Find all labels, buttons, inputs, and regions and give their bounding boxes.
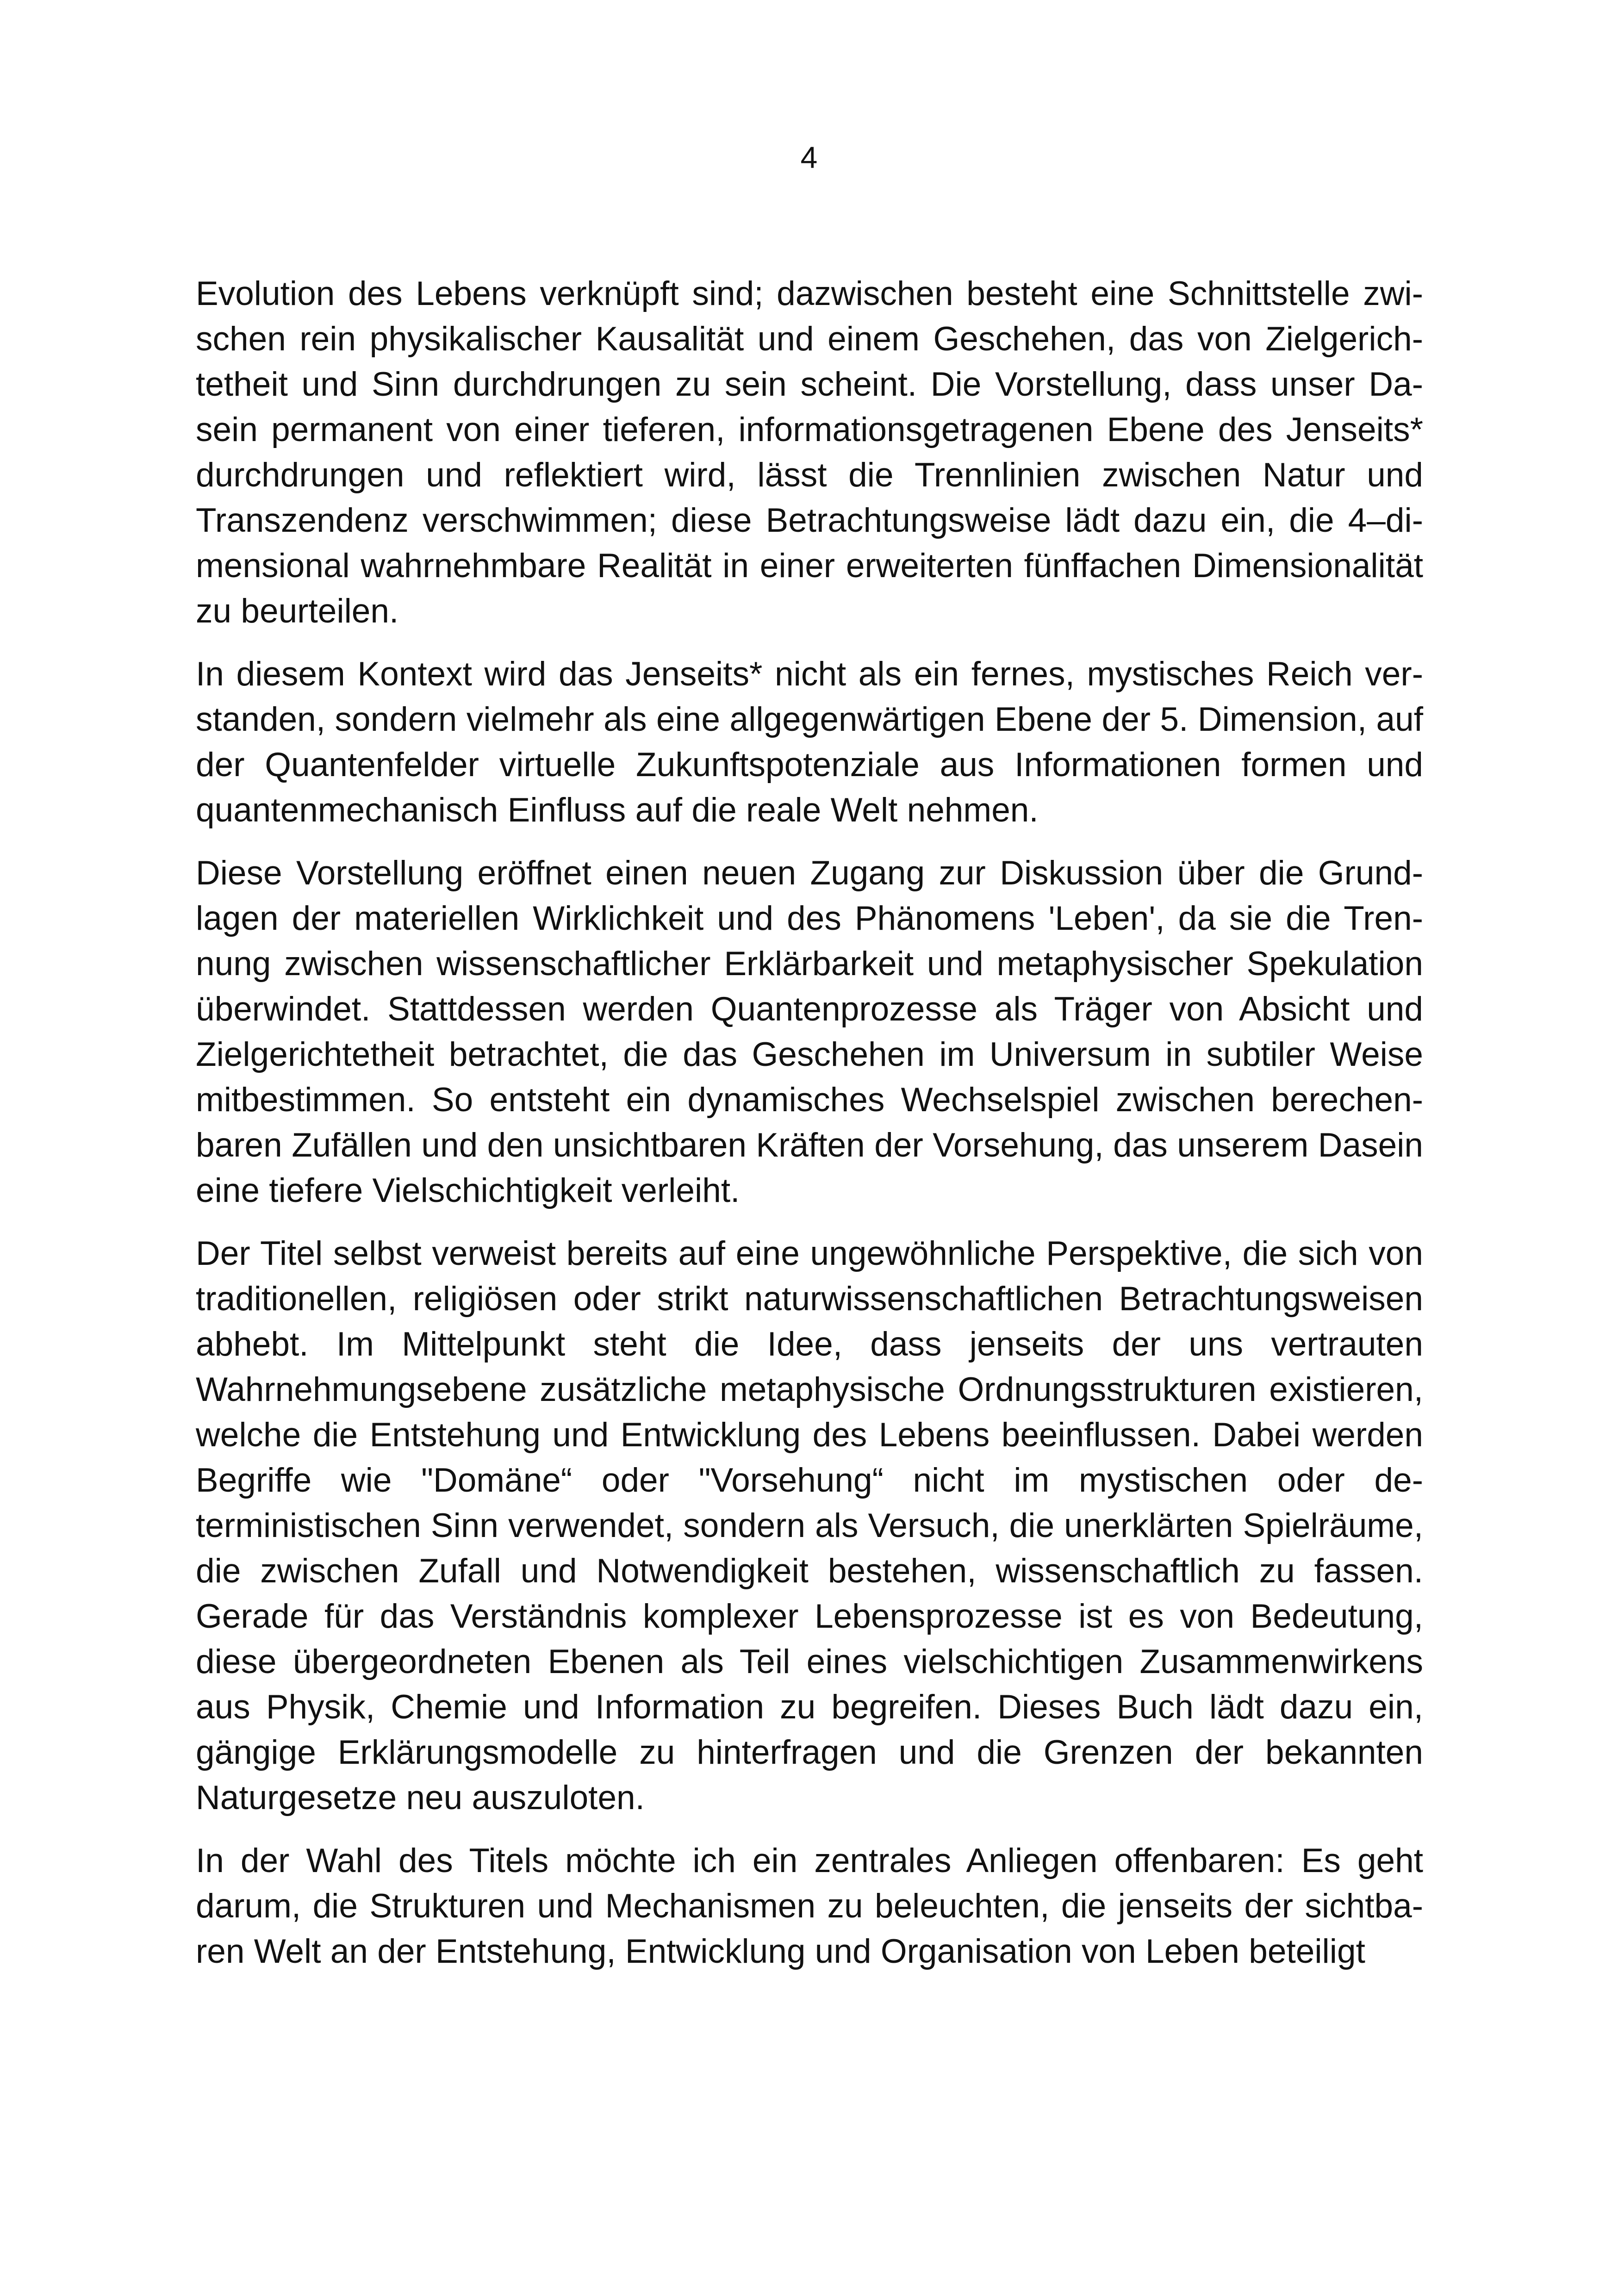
body-text — [196, 271, 1423, 1992]
paragraph: Evolution des Lebens verknüpft sind; dazwischen besteht eine Schnittstelle zwischen rein physikalischer Kausalität und einem Geschehen, das von Zielgerichtetheit und Sinn durchdrungen zu sein scheint. Die Vorstellung, dass unser Dasein permanent von einer tieferen, informationsgetragenen Ebene des Jenseits* durchdrungen und reflektiert wird, lässt die Trennlinien zwischen Natur und Transzendenz verschwimmen; diese Betrachtungsweise lädt dazu ein, die 4–dimensional wahrnehmbare Realität in einer erweiterten fünffachen Dimensionalität zu beurteilen. — [196, 275, 1423, 630]
paragraph: In der Wahl des Titels möchte ich ein zentrales Anliegen offenbaren: Es geht darum, die Strukturen und Mechanismen zu beleuchten, die jenseits der sichtbaren Welt an der Entstehung, Entwicklung und Organisation von Leben beteiligt — [196, 1842, 1423, 1970]
paragraph: In diesem Kontext wird das Jenseits* nicht als ein fernes, mystisches Reich verstanden, sondern vielmehr als eine allgegenwärtigen Ebene der 5. Dimension, auf der Quantenfelder virtuelle Zukunftspotenziale aus Informationen formen und quantenmechanisch Einfluss auf die reale Welt nehmen. — [196, 655, 1423, 829]
page-number: 4 — [800, 140, 818, 174]
paragraph: Der Titel selbst verweist bereits auf eine ungewöhnliche Perspektive, die sich von traditionellen, religiösen oder strikt naturwissenschaftlichen Betrachtungsweisen abhebt. Im Mittelpunkt steht die Idee, dass jenseits der uns vertrauten Wahrnehmungsebene zusätzliche metaphysische Ordnungsstrukturen existieren, welche die Entstehung und Entwicklung des Lebens beeinflussen. Dabei werden Begriffe wie "Domäne“ oder "Vorsehung“ nicht im mystischen oder deterministischen Sinn verwendet, sondern als Versuch, die unerklärten Spielräume, die zwischen Zufall und Notwendigkeit bestehen, wissenschaftlich zu fassen. Gerade für das Verständnis komplexer Lebensprozesse ist es von Bedeutung, diese übergeordneten Ebenen als Teil eines vielschichtigen Zusammenwirkens aus Physik, Chemie und Information zu begreifen. Dieses Buch lädt dazu ein, gängige Erklärungsmodelle zu hinterfragen und die Grenzen der bekannten Naturgesetze neu auszuloten. — [196, 1235, 1423, 1817]
paragraph: Diese Vorstellung eröffnet einen neuen Zugang zur Diskussion über die Grundlagen der materiellen Wirklichkeit und des Phänomens 'Leben', da sie die Trennung zwischen wissenschaftlicher Erklärbarkeit und metaphysischer Spekulation überwindet. Stattdessen werden Quantenprozesse als Träger von Absicht und Zielgerichtetheit betrachtet, die das Geschehen im Universum in subtiler Weise mitbestimmen. So entsteht ein dynamisches Wechselspiel zwischen berechenbaren Zufällen und den unsichtbaren Kräften der Vorsehung, das unserem Dasein eine tiefere Vielschichtigkeit verleiht. — [196, 854, 1423, 1209]
